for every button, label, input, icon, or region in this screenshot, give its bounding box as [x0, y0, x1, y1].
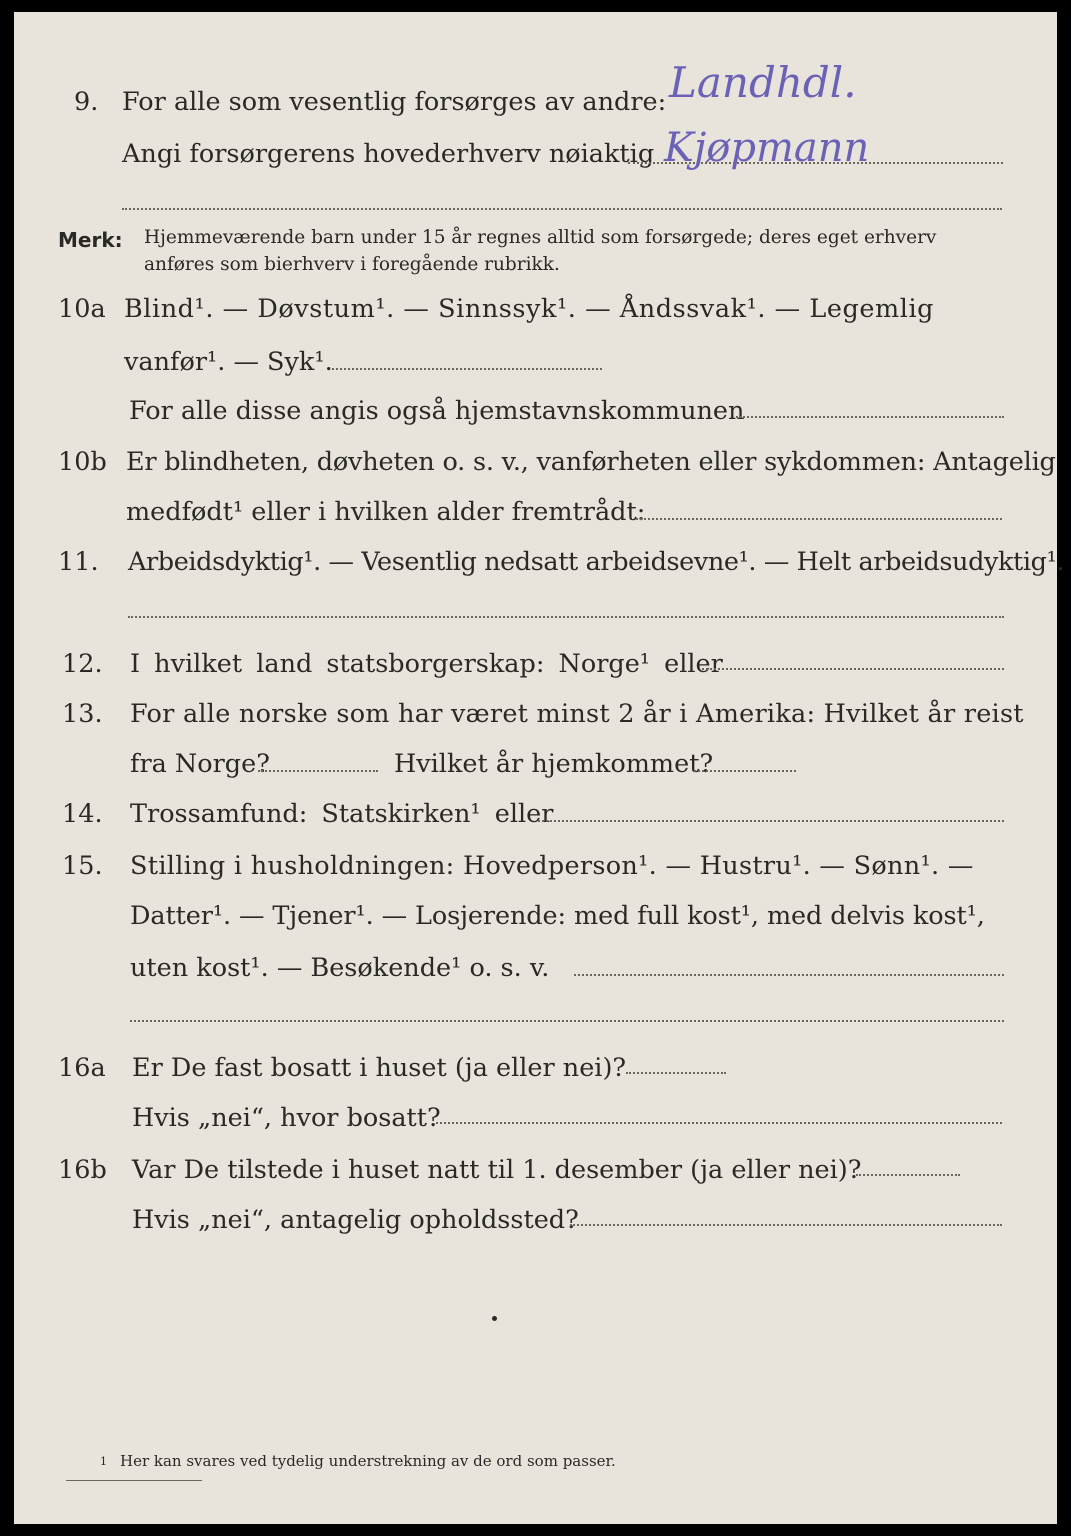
q9-handwritten-answer2: Kjøpmann	[664, 125, 870, 171]
q11-answer-line	[128, 616, 1004, 618]
merk-line2: anføres som bierhverv i foregående rubrikk.	[144, 254, 560, 275]
q16a-bosatt-line	[436, 1122, 1002, 1124]
q11-line1: Arbeidsdyktig¹. — Vesentlig nedsatt arbeidsevne¹. — Helt arbeidsudyktig¹.	[128, 547, 1065, 577]
q10a-number: 10a	[58, 294, 106, 324]
q14-answer-line	[538, 820, 1004, 822]
q16b-line1: Var De tilstede i huset natt til 1. desember (ja eller nei)?	[132, 1155, 862, 1185]
q12-line1: I hvilket land statsborgerskap: Norge¹ eller	[130, 649, 723, 679]
q9-extra-line	[122, 208, 1002, 210]
q16b-opholdssted-line	[570, 1224, 1002, 1226]
merk-label: Merk:	[58, 228, 123, 252]
q13-line2b: Hvilket år hjemkommet?	[394, 749, 714, 779]
q15-line2: Datter¹. — Tjener¹. — Losjerende: med full kost¹, med delvis kost¹,	[130, 901, 985, 931]
footnote-text: Her kan svares ved tydelig understrekning av de ord som passer.	[120, 1452, 616, 1470]
q16a-line2: Hvis „nei“, hvor bosatt?	[132, 1103, 441, 1133]
q9-number: 9.	[74, 87, 99, 117]
ink-dot	[492, 1316, 497, 1321]
q15-line3: uten kost¹. — Besøkende¹ o. s. v.	[130, 953, 550, 983]
q13-reist-line	[258, 770, 378, 772]
q13-hjemkommet-line	[694, 770, 796, 772]
footnote-rule	[66, 1480, 202, 1481]
q10b-number: 10b	[58, 447, 107, 477]
q16a-answer-line	[626, 1072, 726, 1074]
q14-number: 14.	[62, 799, 103, 829]
q15-line1: Stilling i husholdningen: Hovedperson¹. — Hustru¹. — Sønn¹. —	[130, 851, 974, 881]
q10a-line2: vanfør¹. — Syk¹.	[124, 347, 333, 377]
q15-extra-line	[130, 1020, 1004, 1022]
q10a-line1: Blind¹. — Døvstum¹. — Sinnssyk¹. — Åndssvak¹. — Legemlig	[124, 294, 935, 324]
merk-line1: Hjemmeværende barn under 15 år regnes alltid som forsørgede; deres eget erhverv	[144, 227, 937, 248]
q13-number: 13.	[62, 699, 103, 729]
q15-answer-line	[574, 974, 1004, 976]
q10b-line2: medfødt¹ eller i hvilken alder fremtrådt:	[126, 497, 646, 527]
q10b-answer-line	[636, 518, 1002, 520]
footnote-mark: 1	[100, 1455, 107, 1468]
q9-handwritten-answer1: Landhdl.	[669, 58, 857, 107]
q11-number: 11.	[58, 547, 99, 577]
q14-line1: Trossamfund: Statskirken¹ eller	[130, 799, 554, 829]
census-form-page	[14, 12, 1065, 1524]
q13-line1: For alle norske som har været minst 2 år i Amerika: Hvilket år reist	[130, 699, 1024, 729]
q16b-answer-line	[856, 1174, 960, 1176]
q9-line2: Angi forsørgerens hovederhverv nøiaktig	[122, 139, 655, 169]
q13-line2a: fra Norge?	[130, 749, 270, 779]
q15-number: 15.	[62, 851, 103, 881]
q16a-number: 16a	[58, 1053, 106, 1083]
q16b-number: 16b	[58, 1155, 107, 1185]
q16a-line1: Er De fast bosatt i huset (ja eller nei)?	[132, 1053, 627, 1083]
q10a-hjemstavn-line	[736, 416, 1004, 418]
q12-number: 12.	[62, 649, 103, 679]
q10a-line3: For alle disse angis også hjemstavnskommunen	[129, 396, 745, 426]
q10a-answer-line	[332, 368, 602, 370]
q10b-line1: Er blindheten, døvheten o. s. v., vanførheten eller sykdommen: Antagelig	[126, 447, 1056, 477]
q12-answer-line	[702, 668, 1004, 670]
q16b-line2: Hvis „nei“, antagelig opholdssted?	[132, 1205, 579, 1235]
q9-line1: For alle som vesentlig forsørges av andre:	[122, 87, 667, 117]
